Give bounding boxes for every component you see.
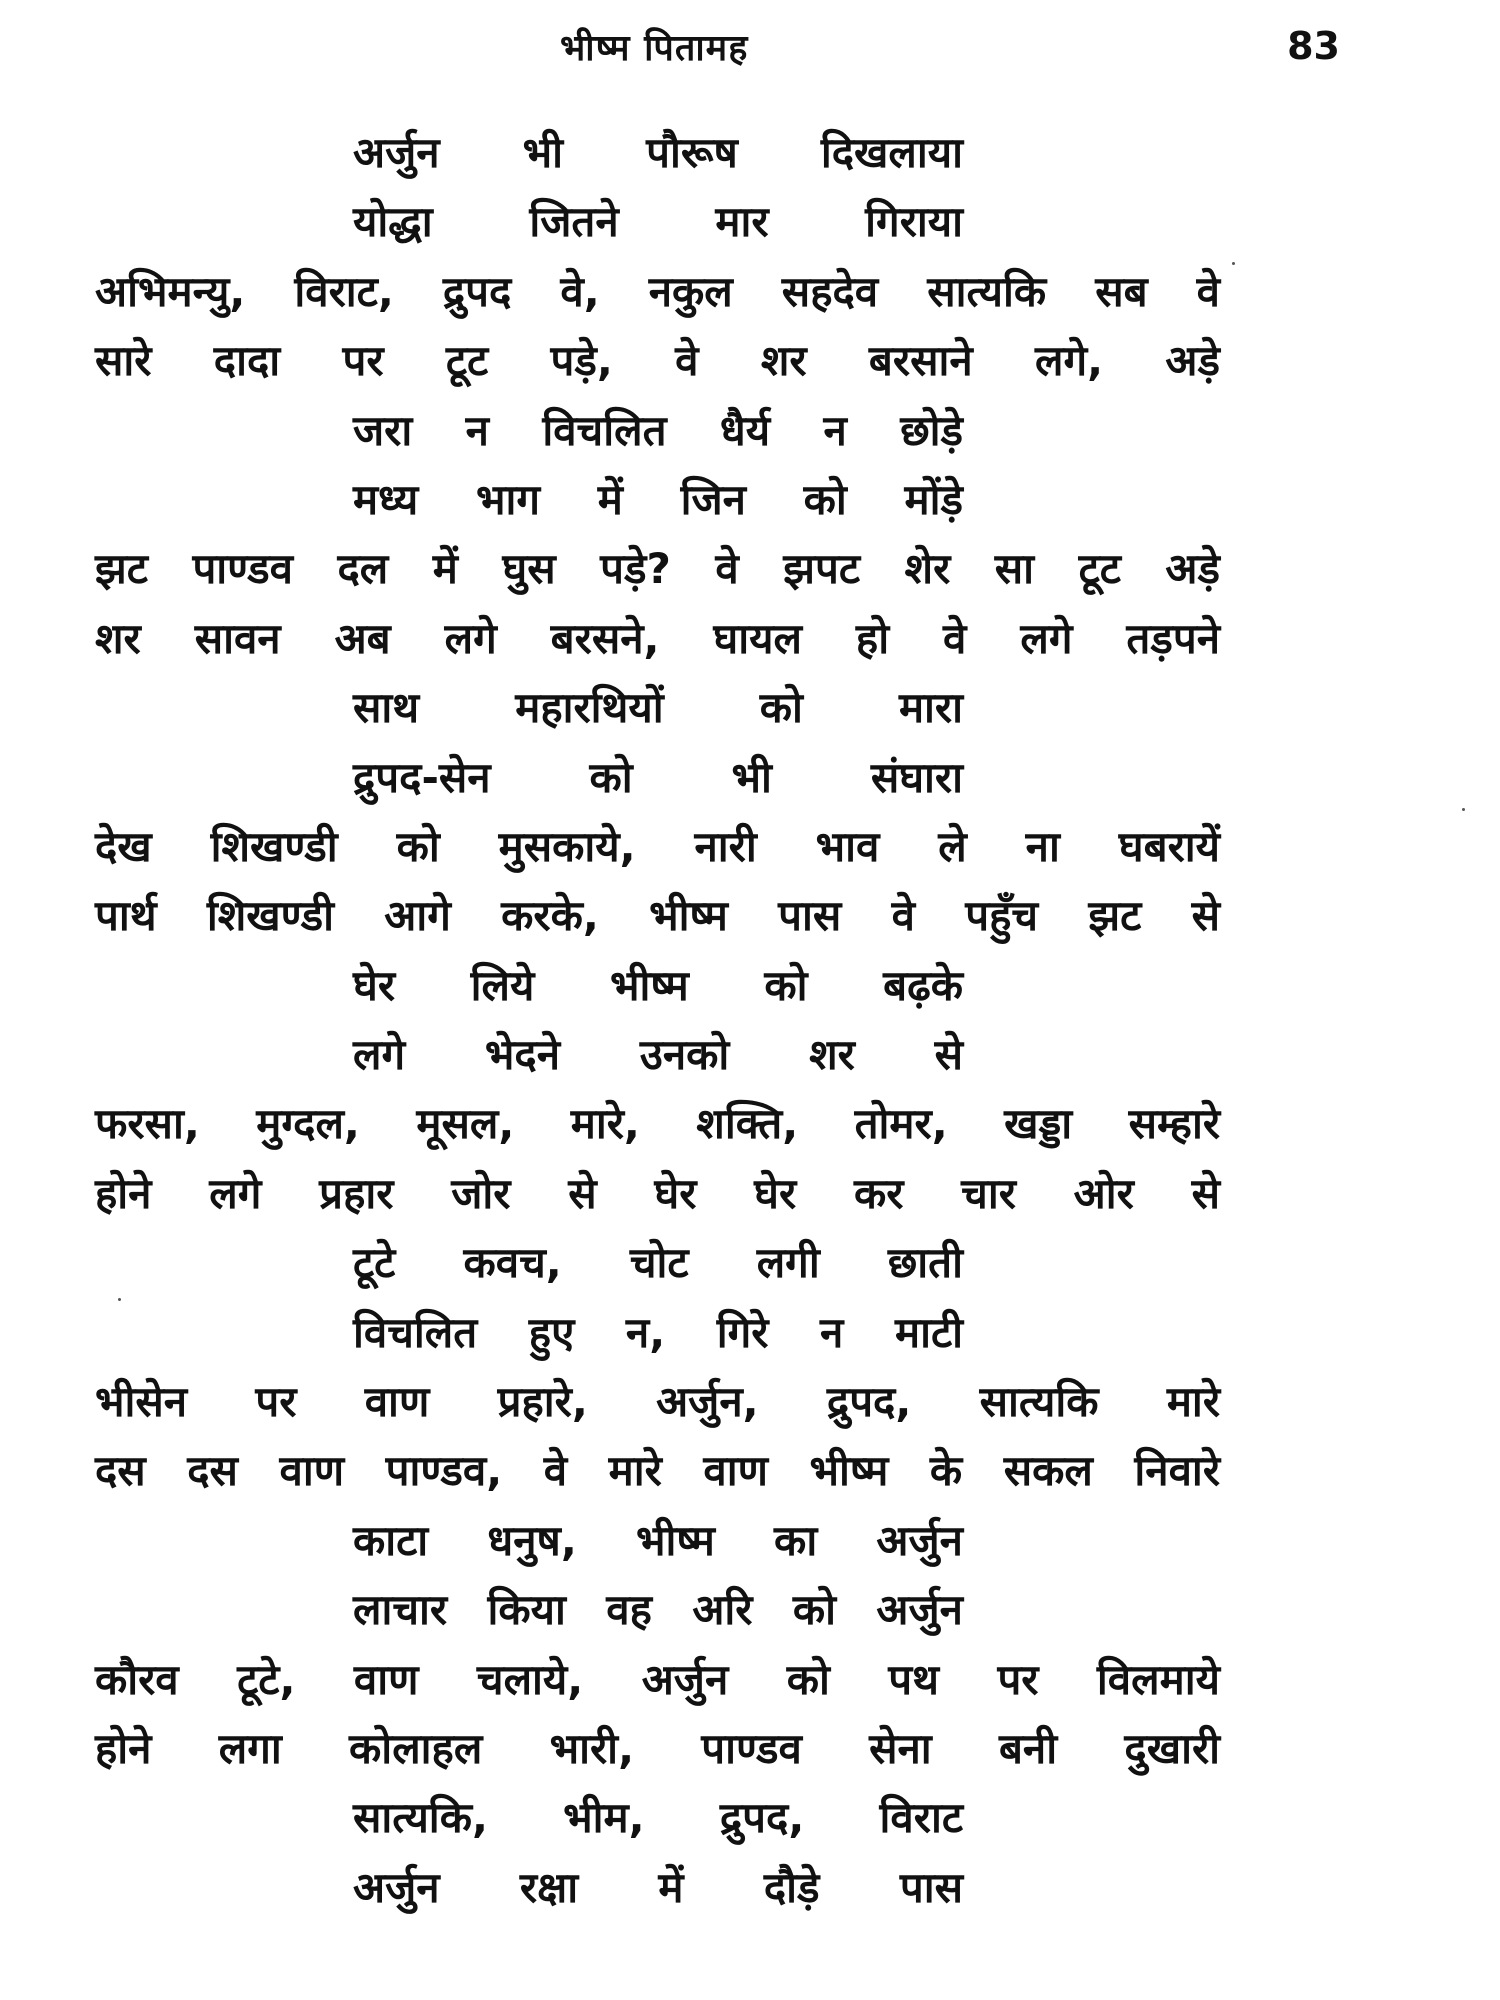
page-header (0, 22, 1500, 82)
poem-line: सात्यकि, भीम, द्रुपद, विराट (353, 1793, 963, 1843)
poem-line: अर्जुन भी पौरूष दिखलाया (353, 128, 963, 177)
poem-line: लाचार किया वह अरि को अर्जुन (353, 1585, 963, 1635)
scan-speck (118, 1298, 121, 1301)
poem-line: होने लगा कोलाहल भारी, पाण्डव सेना बनी दुखारी (95, 1723, 1220, 1773)
poem-line: सारे दादा पर टूट पड़े, वे शर बरसाने लगे, अड़े (95, 336, 1220, 386)
poem-line: घेर लिये भीष्म को बढ़के (353, 960, 963, 1010)
page-number: 83 (1287, 24, 1340, 68)
poem-line: कौरव टूटे, वाण चलाये, अर्जुन को पथ पर विलमाये (95, 1654, 1220, 1704)
poem-line: फरसा, मुग्दल, मूसल, मारे, शक्ति, तोमर, खड्डा सम्हारे (95, 1099, 1220, 1149)
poem-line: दस दस वाण पाण्डव, वे मारे वाण भीष्म के सकल निवारे (95, 1446, 1220, 1496)
scan-speck (1462, 808, 1465, 811)
running-title: भीष्म पितामह (560, 28, 749, 69)
poem-line: योद्धा जितने मार गिराया (353, 197, 963, 247)
poem-line: जरा न विचलित धैर्य न छोड़े (353, 405, 963, 455)
poem-body (95, 118, 1220, 1922)
poem-line: झट पाण्डव दल में घुस पड़े? वे झपट शेर सा टूट अड़े (95, 544, 1220, 594)
poem-line: पार्थ शिखण्डी आगे करके, भीष्म पास वे पहुँच झट से (95, 891, 1220, 941)
poem-line: लगे भेदने उनको शर से (353, 1030, 963, 1080)
poem-line: शर सावन अब लगे बरसने, घायल हो वे लगे तड़पने (95, 613, 1220, 663)
poem-line: अभिमन्यु, विराट, द्रुपद वे, नकुल सहदेव सात्यकि सब वे (95, 266, 1220, 316)
scan-speck (1232, 262, 1235, 265)
poem-line: टूटे कवच, चोट लगी छाती (353, 1238, 963, 1288)
poem-line: भीसेन पर वाण प्रहारे, अर्जुन, द्रुपद, सात्यकि मारे (95, 1377, 1220, 1427)
poem-line: होने लगे प्रहार जोर से घेर घेर कर चार ओर से (95, 1168, 1220, 1218)
poem-line: अर्जुन रक्षा में दौड़े पास (353, 1862, 963, 1912)
poem-line: द्रुपद-सेन को भी संघारा (353, 752, 963, 802)
poem-line: साथ महारथियों को मारा (353, 683, 963, 733)
poem-line: विचलित हुए न, गिरे न माटी (353, 1307, 963, 1357)
poem-line: देख शिखण्डी को मुसकाये, नारी भाव ले ना घबरायें (95, 821, 1220, 871)
poem-line: काटा धनुष, भीष्म का अर्जुन (353, 1515, 963, 1565)
poem-line: मध्य भाग में जिन को मोंड़े (353, 474, 963, 524)
